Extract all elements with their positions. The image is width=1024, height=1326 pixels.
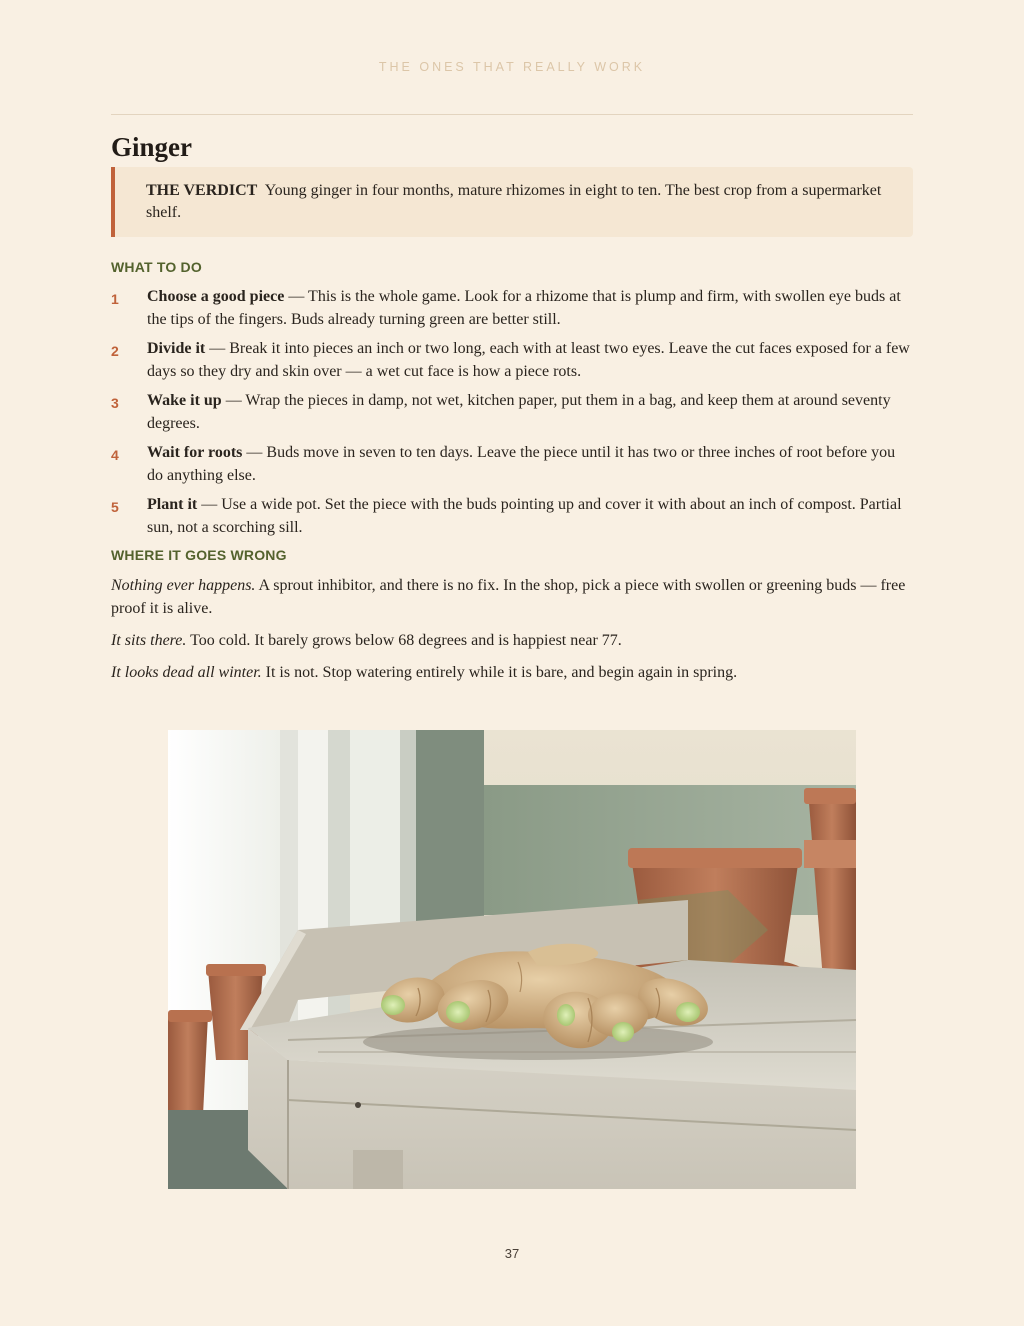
where-it-goes-wrong-heading: WHERE IT GOES WRONG [111,547,287,563]
problem-paragraph [111,629,917,652]
verdict-label: THE VERDICT [146,182,258,199]
what-to-do-heading: WHAT TO DO [111,259,202,275]
problem-text: Too cold. It barely grows below 68 degrees and is happiest near 77. [186,632,622,649]
step-description: — Use a wide pot. Set the piece with the buds pointing up and cover it with about an inch of compost. Partial sun, not a scorching sill. [147,496,902,536]
step-description: — Wrap the pieces in damp, not wet, kitchen paper, put them in a bag, and keep them at around seventy degrees. [147,392,891,432]
step-description: — Buds move in seven to ten days. Leave the piece until it has two or three inches of root before you do anything else. [147,444,896,484]
step-item [111,494,913,539]
step-description: — This is the whole game. Look for a rhizome that is plump and firm, with swollen eye buds at the tips of the fingers. Buds already turning green are better still. [147,288,901,328]
step-body [147,390,913,435]
step-title: Wake it up [147,392,222,409]
step-body [147,338,913,383]
steps-list [111,286,913,546]
header-rule [111,114,913,115]
verdict-text: Young ginger in four months, mature rhizomes in eight to ten. The best crop from a supermarket shelf. [146,182,882,221]
step-body [147,494,913,539]
problem-lead: Nothing ever happens. [111,577,256,594]
verdict-box [111,167,913,237]
step-item [111,286,913,331]
step-title: Divide it [147,340,206,357]
step-number: 1 [111,291,119,307]
ginger-photo [168,730,856,1189]
problem-paragraph [111,574,917,620]
running-head: THE ONES THAT REALLY WORK [378,60,646,74]
step-item [111,338,913,383]
step-body [147,442,913,487]
step-title: Choose a good piece [147,288,285,305]
problem-lead: It sits there. [111,632,187,649]
step-number: 5 [111,499,119,515]
step-description: — Break it into pieces an inch or two long, each with at least two eyes. Leave the cut faces exposed for a few days so they dry and skin over — a wet cut face is how a piece rots. [147,340,910,380]
step-item [111,390,913,435]
page-number: 37 [504,1246,520,1261]
step-number: 3 [111,395,119,411]
page-title: Ginger [111,132,192,162]
problem-text: It is not. Stop watering entirely while it is bare, and begin again in spring. [261,664,738,681]
problem-paragraph [111,661,917,684]
problems-section [111,574,917,693]
step-title: Wait for roots [147,444,243,461]
problem-lead: It looks dead all winter. [111,664,262,681]
step-number: 4 [111,447,119,463]
step-number: 2 [111,343,119,359]
problem-text: A sprout inhibitor, and there is no fix. In the shop, pick a piece with swollen or greening buds — free proof it is alive. [111,577,906,617]
step-item [111,442,913,487]
step-body [147,286,913,331]
step-title: Plant it [147,496,198,513]
